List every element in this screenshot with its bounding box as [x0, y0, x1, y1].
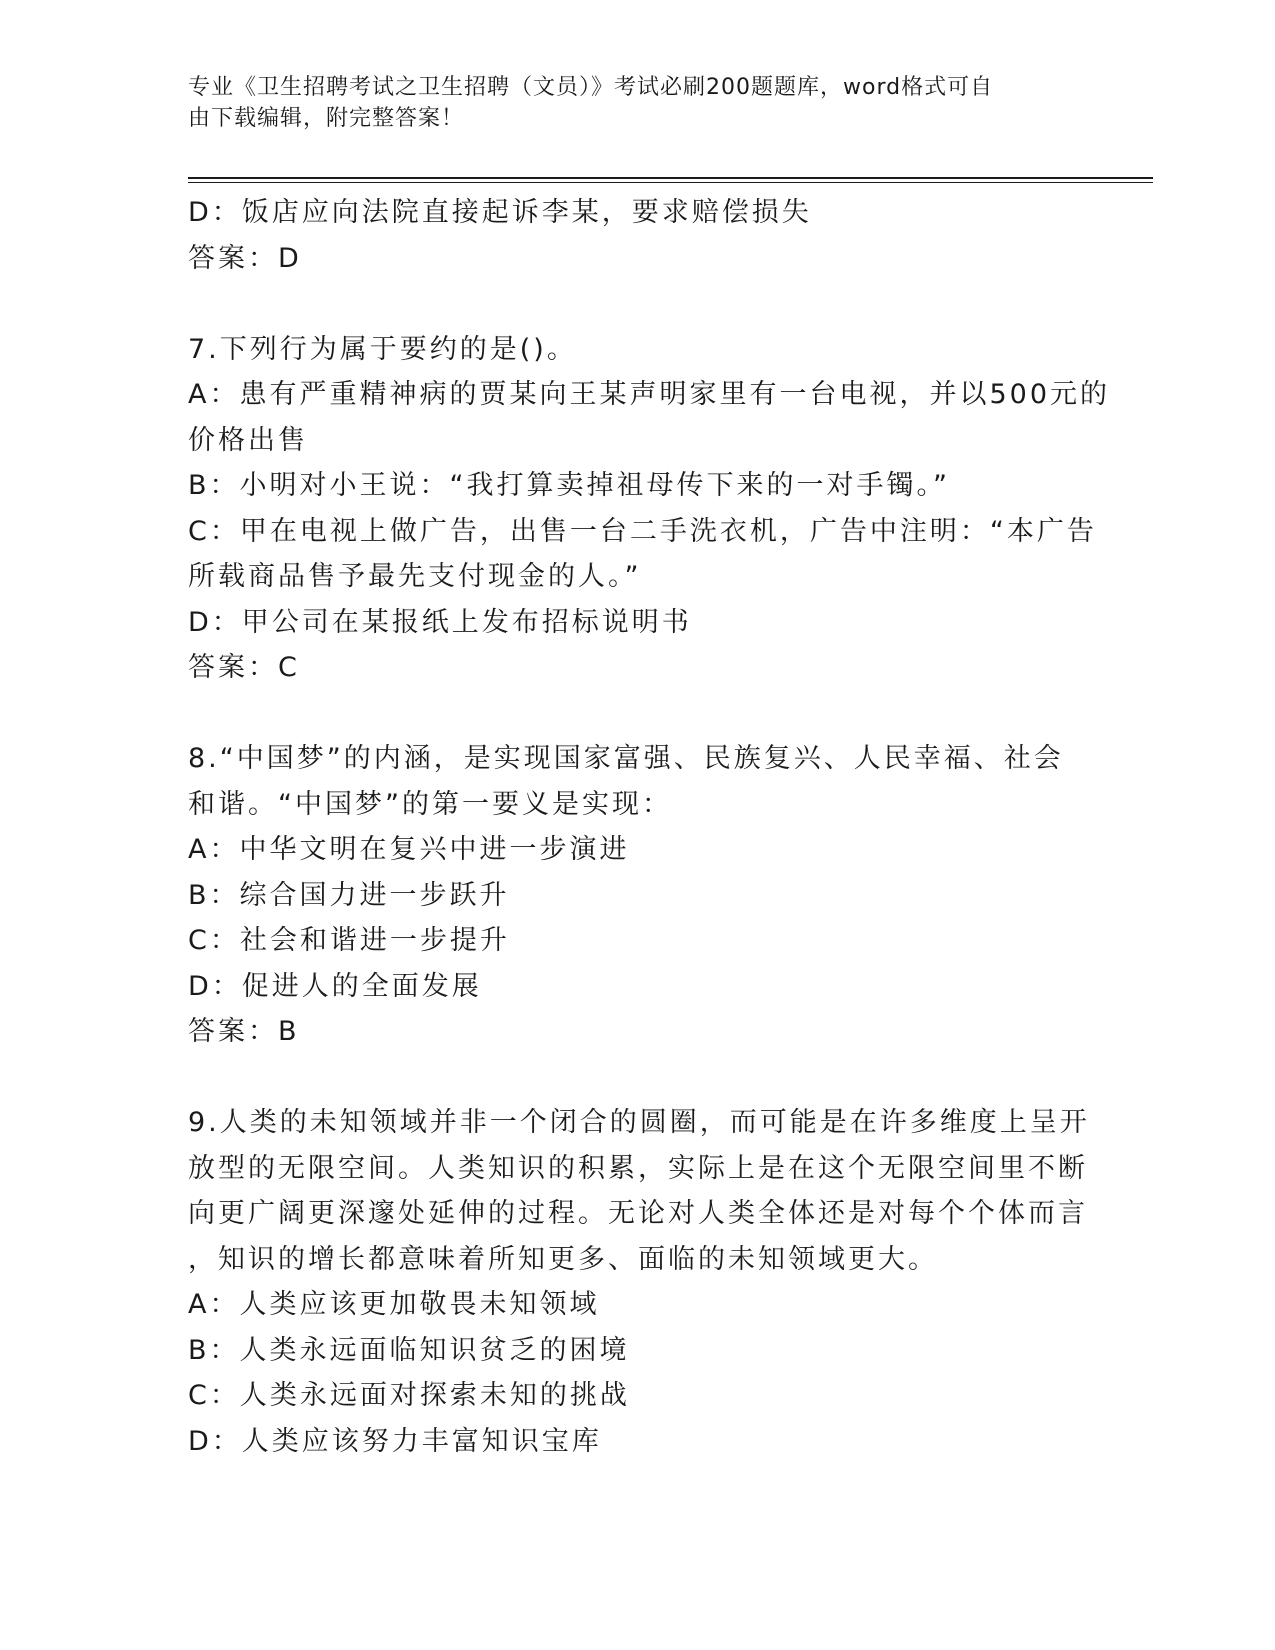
q7-option-d: D：甲公司在某报纸上发布招标说明书: [188, 606, 692, 638]
q8-option-b: B：综合国力进一步跃升: [188, 879, 510, 911]
q7-answer: 答案：C: [188, 652, 300, 683]
q7-option-a-line-1: A：患有严重精神病的贾某向王某声明家里有一台电视，并以500元的: [188, 379, 1111, 410]
q9-option-b: B：人类永远面临知识贫乏的困境: [188, 1334, 630, 1366]
q9-stem-line-1: 9.人类的未知领域并非一个闭合的圆圈，而可能是在许多维度上呈开: [188, 1107, 1090, 1138]
q9-option-c: C：人类永远面对探索未知的挑战: [188, 1380, 630, 1411]
header-divider-thick: [188, 177, 1153, 179]
q9-option-a: A：人类应该更加敬畏未知领域: [188, 1289, 600, 1320]
q8-stem-line-2: 和谐。“中国梦”的第一要义是实现：: [188, 788, 672, 820]
question-content: [188, 190, 1111, 1464]
prev-question-option-d: D：饭店应向法院直接起诉李某，要求赔偿损失: [188, 197, 812, 228]
q9-option-d: D：人类应该努力丰富知识宝库: [188, 1425, 602, 1457]
q8-answer: 答案：B: [188, 1016, 300, 1047]
q8-stem-line-1: 8.“中国梦”的内涵，是实现国家富强、民族复兴、人民幸福、社会: [188, 743, 1064, 774]
q7-option-c-line-1: C：甲在电视上做广告，出售一台二手洗衣机，广告中注明：“本广告: [188, 515, 1097, 547]
q8-option-d: D：促进人的全面发展: [188, 970, 482, 1002]
header-line-2: 由下载编辑，附完整答案！: [188, 106, 465, 131]
q7-option-b: B：小明对小王说：“我打算卖掉祖母传下来的一对手镯。”: [188, 470, 950, 501]
q9-stem-line-3: 向更广阔更深邃处延伸的过程。无论对人类全体还是对每个个体而言: [188, 1198, 1088, 1229]
q8-option-c: C：社会和谐进一步提升: [188, 925, 510, 956]
document-header: [188, 72, 1068, 134]
q9-stem-line-2: 放型的无限空间。人类知识的积累，实际上是在这个无限空间里不断: [188, 1152, 1088, 1184]
q8-option-a: A：中华文明在复兴中进一步演进: [188, 834, 630, 865]
q7-option-a-line-2: 价格出售: [188, 424, 308, 456]
spacer: [188, 691, 1078, 737]
prev-question-answer: 答案：D: [188, 242, 302, 274]
q9-stem-line-4: ，知识的增长都意味着所知更多、面临的未知领域更大。: [188, 1243, 938, 1275]
q7-option-c-line-2: 所载商品售予最先支付现金的人。”: [188, 561, 642, 592]
q7-stem: 7.下列行为属于要约的是()。: [188, 333, 577, 365]
spacer: [188, 281, 1078, 327]
header-divider-thin: [188, 182, 1153, 183]
header-line-1: 专业《卫生招聘考试之卫生招聘（文员）》考试必刷200题题库，word格式可自: [188, 75, 994, 100]
spacer: [188, 1055, 1078, 1101]
